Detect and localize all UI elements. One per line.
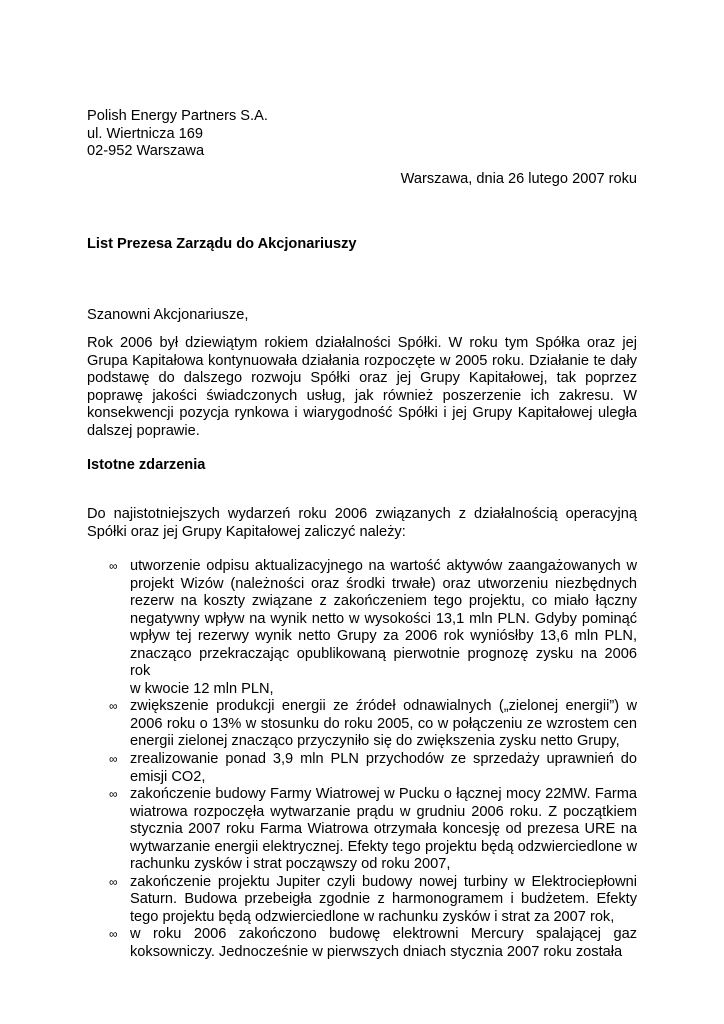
text-line: 2006 roku o 13% w stosunku do roku 2005, co w połączeniu ze wzrostem cen [130,715,637,732]
section-heading: Istotne zdarzenia [87,457,206,473]
text-line: znacząco przekraczając opublikowaną pierwotnie prognozę zysku na 2006 rok [130,645,637,680]
list-item [87,786,637,874]
text-line: wytwarzanie energii elektrycznej. Efekty tego projektu będą odzwierciedlone w [130,838,637,855]
address-line: Polish Energy Partners S.A. [87,108,268,124]
salutation: Szanowni Akcjonariusze, [87,307,249,323]
text-line: zrealizowanie ponad 3,9 mln PLN przychodów ze sprzedaży uprawnień do [130,751,637,768]
list-item [87,558,637,698]
text-line: zakończenie budowy Farmy Wiatrowej w Pucku o łącznej mocy 22MW. Farma [130,786,637,803]
letter-title: List Prezesa Zarządu do Akcjonariuszy [87,236,357,252]
text-line: wiatrowa rozpoczęła wytwarzanie prądu w grudniu 2006 roku. Z początkiem [130,803,637,820]
text-line: utworzenie odpisu aktualizacyjnego na wartość aktywów zaangażowanych w [130,558,637,574]
text-line: podstawę do dalszego rozwoju Spółki oraz jej Grupy Kapitałowej, tak poprzez [87,370,637,387]
text-line: Do najistotniejszych wydarzeń roku 2006 związanych z działalnością operacyjną [87,506,637,522]
letter-date: Warszawa, dnia 26 lutego 2007 roku [400,171,637,187]
text-line: stycznia 2007 roku Farma Wiatrowa otrzymała koncesję od prezesa URE na [130,821,637,838]
events-list [87,558,637,962]
text-line: zakończenie projektu Jupiter czyli budowy nowej turbiny w Elektrociepłowni [130,873,637,890]
infinity-bullet-icon: ∞ [109,559,118,573]
infinity-bullet-icon: ∞ [109,699,118,714]
text-line: Grupa Kapitałowa kontynuowała działania rozpoczęte w 2005 roku. Działanie te dały [87,352,637,369]
text-line: koksowniczy. Jednocześnie w pierwszych dniach stycznia 2007 roku została [130,944,623,961]
text-line: Saturn. Budowa przebeigła zgodnie z harmonogramem i budżetem. Efekty [130,891,637,908]
text-line: negatywny wpływ na wynik netto w wysokości 13,1 mln PLN. Gdyby pominąć [130,610,637,627]
sender-address [87,108,637,161]
text-line: w kwocie 12 mln PLN, [130,680,274,697]
infinity-bullet-icon: ∞ [109,787,118,802]
text-line: dalszej poprawie. [87,422,200,439]
lead-paragraph [87,506,637,541]
list-item [87,874,637,927]
list-item [87,926,637,961]
infinity-bullet-icon: ∞ [109,874,118,889]
text-line: rezerw na koszty związane z zakończeniem tego projektu, co miało łączny [130,593,637,610]
text-line: konsekwencji pozycja rynkowa i wiarygodność Spółki i jej Grupy Kapitałowej uległa [87,405,637,422]
intro-paragraph [87,335,637,440]
infinity-bullet-icon: ∞ [109,927,118,942]
list-item [87,751,637,786]
text-line: emisji CO2, [130,768,206,785]
address-line: 02-952 Warszawa [87,143,205,160]
text-line: rachunku zysków i strat począwszy od roku 2007, [130,856,451,873]
text-line: poprawę jakości świadczonych usług, jak również poszerzenie ich zakresu. W [87,387,637,404]
text-line: tego projektu będą odzwierciedlone w rachunku zysków i strat za 2007 rok, [130,908,615,925]
list-item [87,698,637,751]
text-line: zwiększenie produkcji energii ze źródeł odnawialnych („zielonej energii”) w [130,698,637,715]
text-line: energii zielonej znacząco przyczyniło się do zwiększenia zysku netto Grupy, [130,733,620,750]
infinity-bullet-icon: ∞ [109,752,118,767]
text-line: Spółki oraz jej Grupy Kapitałowej zaliczyć należy: [87,523,406,540]
text-line: wpływ tej rezerwy wynik netto Grupy za 2006 rok wyniósłby 13,6 mln PLN, [130,628,637,645]
text-line: w roku 2006 zakończono budowę elektrowni Mercury spalającej gaz [130,926,637,943]
address-line: ul. Wiertnicza 169 [87,125,203,142]
text-line: projekt Wizów (należności oraz środki trwałe) oraz utworzeniu niezbędnych [130,575,637,592]
text-line: Rok 2006 był dziewiątym rokiem działalności Spółki. W roku tym Spółka oraz jej [87,335,637,351]
